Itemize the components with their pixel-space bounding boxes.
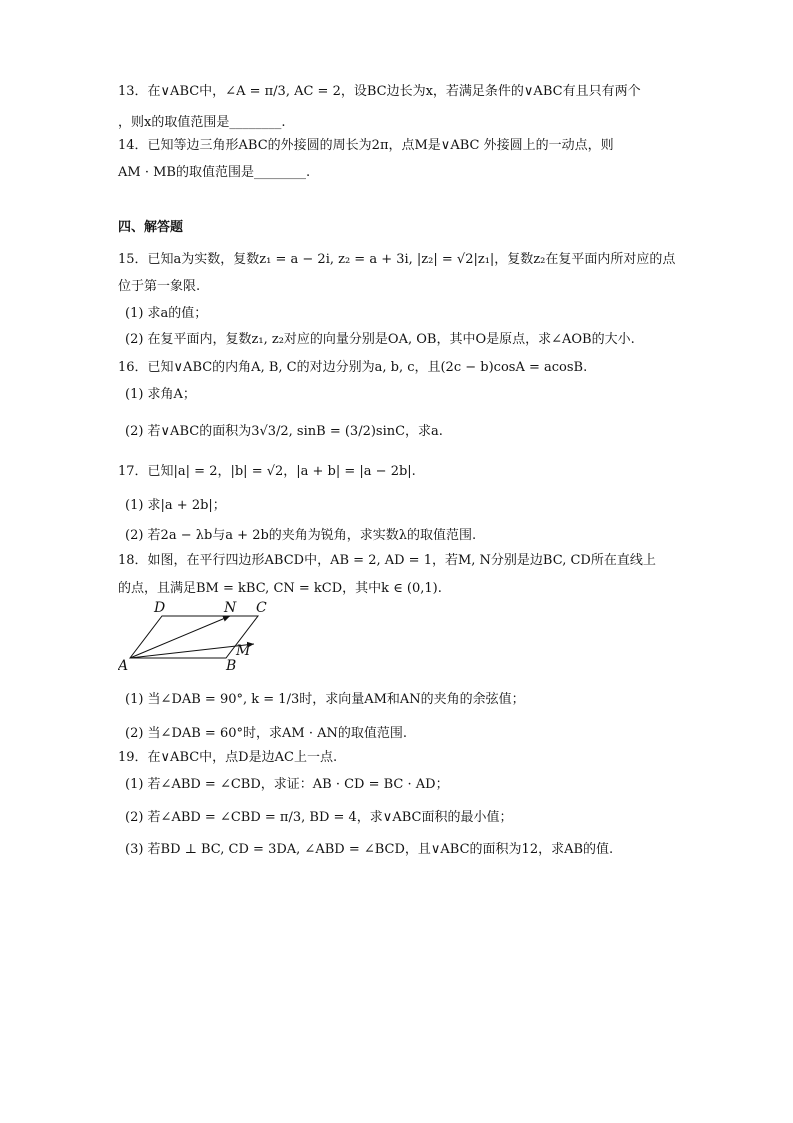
problem-13-line-2: ，则x的取值范围是________.	[118, 115, 286, 130]
problem-14-line-2: AM · MB的取值范围是________.	[118, 165, 311, 180]
problem-18-line-1: 18．如图，在平行四边形ABCD中，AB = 2, AD = 1，若M, N分别是边BC, CD所在直线上	[118, 553, 656, 568]
problem-15-q1: (1) 求a的值；	[125, 306, 208, 321]
problem-14-line-1: 14．已知等边三角形ABC的外接圆的周长为2π，点M是∨ABC 外接圆上的一动点，则	[118, 138, 614, 153]
problem-18-line-2: 的点，且满足BM = kBC, CN = kCD，其中k ∈ (0,1).	[118, 581, 442, 596]
problem-19-q2: (2) 若∠ABD = ∠CBD = π/3, BD = 4，求∨ABC面积的最小值；	[125, 810, 513, 825]
problem-18-q2: (2) 当∠DAB = 60°时，求AM · AN的取值范围.	[125, 726, 407, 741]
label-c: C	[256, 600, 267, 616]
vector-an	[130, 616, 230, 658]
label-m: M	[236, 643, 251, 659]
section-heading: 四、解答题	[118, 220, 184, 235]
label-d: D	[154, 600, 166, 616]
label-n: N	[224, 600, 237, 616]
problem-19-line-1: 19．在∨ABC中，点D是边AC上一点.	[118, 750, 338, 765]
problem-15-line-1: 15．已知a为实数，复数z₁ = a − 2i, z₂ = a + 3i, |z₂| = √2|z₁|，复数z₂在复平面内所对应的点	[118, 252, 676, 267]
problem-13-line-1: 13．在∨ABC中，∠A = π/3, AC = 2，设BC边长为x，若满足条件的∨ABC有且只有两个	[118, 84, 641, 99]
parallelogram-figure	[118, 600, 268, 672]
label-a: A	[118, 658, 129, 672]
problem-16-line-1: 16．已知∨ABC的内角A, B, C的对边分别为a, b, c，且(2c − b)cosA = acosB.	[118, 360, 588, 375]
problem-16-q1: (1) 求角A；	[125, 387, 196, 402]
problem-15-line-2: 位于第一象限.	[118, 279, 201, 294]
problem-19-q1: (1) 若∠ABD = ∠CBD，求证：AB · CD = BC · AD；	[125, 777, 449, 792]
problem-19-q3: (3) 若BD ⊥ BC, CD = 3DA, ∠ABD = ∠BCD，且∨ABC的面积为12，求AB的值.	[125, 842, 614, 857]
problem-16-q2: (2) 若∨ABC的面积为3√3/2, sinB = (3/2)sinC，求a.	[125, 424, 443, 439]
problem-17-q1: (1) 求|a + 2b|；	[125, 498, 226, 513]
problem-15-q2: (2) 在复平面内，复数z₁, z₂对应的向量分别是OA, OB，其中O是原点，求∠AOB的大小.	[125, 332, 635, 347]
problem-17-q2: (2) 若2a − λb与a + 2b的夹角为锐角，求实数λ的取值范围.	[125, 528, 477, 543]
problem-17-line-1: 17．已知|a| = 2，|b| = √2，|a + b| = |a − 2b|.	[118, 464, 416, 479]
label-b: B	[226, 658, 237, 672]
problem-18-q1: (1) 当∠DAB = 90°, k = 1/3时，求向量AM和AN的夹角的余弦值；	[125, 692, 525, 707]
